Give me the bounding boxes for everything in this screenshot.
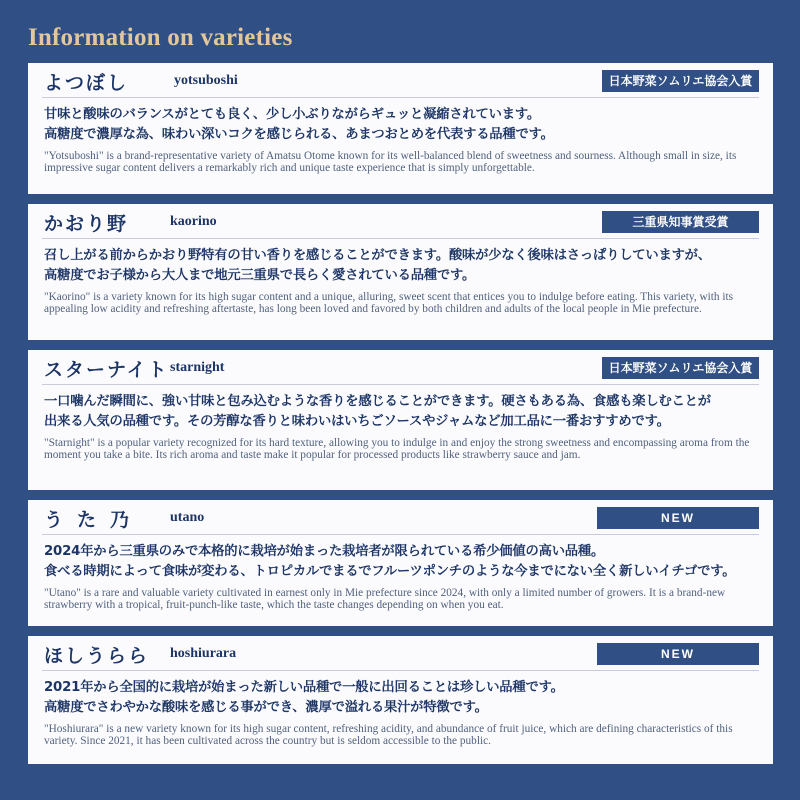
award-badge: 日本野菜ソムリエ協会入賞 — [602, 70, 759, 92]
award-badge: 日本野菜ソムリエ協会入賞 — [602, 357, 759, 379]
description-en: "Utano" is a rare and valuable variety cultivated in earnest only in Mie prefecture since 2024, with only a limited number of growers. It is a brand-new strawberry with a tropical, fruit-punch-like taste, which the taste changes depending on when you eat. — [44, 587, 726, 611]
description-en: "Yotsuboshi" is a brand-representative variety of Amatsu Otome known for its well-balanced blend of sweetness and sourness. Although small in size, its impressive sugar content delivers a remarkably rich and unique taste experience that is simply unforgettable. — [44, 150, 737, 174]
card-header — [42, 500, 759, 535]
description-ja: 2024年から三重県のみで本格的に栽培が始まった栽培者が限られている希少価値の高い品種。 食べる時期によって食味が変わる、トロピカルでまるでフルーツポンチのような今までにない全く新しいイチゴです。 — [44, 544, 736, 579]
variety-card-starnight — [28, 350, 773, 490]
card-header — [42, 63, 759, 98]
card-header — [42, 350, 759, 385]
variety-name-en: kaorino — [170, 214, 217, 229]
variety-name-en: hoshiurara — [170, 646, 237, 661]
new-badge: NEW — [597, 507, 759, 529]
description-ja: 2021年から全国的に栽培が始まった新しい品種で一般に出回ることは珍しい品種です。 高糖度でさわやかな酸味を感じる事ができ、濃厚で溢れる果汁が特徴です。 — [44, 680, 564, 715]
variety-name-en: utano — [170, 510, 205, 525]
card-header — [42, 204, 759, 239]
variety-name-ja: うた乃 — [44, 509, 144, 531]
variety-name-en: starnight — [170, 360, 225, 375]
page-title: Information on varieties — [28, 24, 293, 51]
description-en: "Hoshiurara" is a new variety known for its high sugar content, refreshing acidity, and abundance of fruit juice, which are defining characteristics of this variety. Since 2021, it has been cultivated across the country but is seldom accessible to the public. — [44, 723, 733, 747]
variety-card-yotsuboshi — [28, 63, 773, 194]
new-badge: NEW — [597, 643, 759, 665]
description-en: "Kaorino" is a variety known for its high sugar content and a unique, alluring, sweet scent that entices you to indulge before eating. This variety, with its appealing low acidity and refreshing aftertaste, has long been loved and favored by both children and adults of the local people in Mie prefecture. — [44, 291, 734, 315]
variety-card-utano — [28, 500, 773, 626]
variety-card-kaorino — [28, 204, 773, 340]
variety-card-hoshiurara — [28, 636, 773, 764]
variety-name-ja: ほしうらら — [44, 645, 150, 667]
award-badge: 三重県知事賞受賞 — [602, 211, 759, 233]
card-header — [42, 636, 759, 671]
description-ja: 甘味と酸味のバランスがとても良く、少し小ぶりながらギュッと凝縮されています。 高糖度で濃厚な為、味わい深いコクを感じられる、あまつおとめを代表する品種です。 — [44, 107, 554, 142]
variety-name-ja: よつぼし — [44, 72, 129, 94]
description-ja: 一口噛んだ瞬間に、強い甘味と包み込むような香りを感じることができます。硬さもある為、食感も楽しむことが 出来る人気の品種です。その芳醇な香りと味わいはいちごソースやジャムなど加工品に一番おすすめです。 — [44, 394, 711, 429]
variety-name-ja: スターナイト — [44, 359, 169, 381]
variety-name-en: yotsuboshi — [174, 73, 238, 88]
description-ja: 召し上がる前からかおり野特有の甘い香りを感じることができます。酸味が少なく後味はさっぱりしていますが、 高糖度でお子様から大人まで地元三重県で長らく愛されている品種です。 — [44, 248, 711, 283]
variety-name-ja: かおり野 — [44, 213, 129, 235]
description-en: "Starnight" is a popular variety recognized for its hard texture, allowing you to indulge in and enjoy the strong sweetness and encompassing aroma from the moment you take a bite. Its rich aroma and taste make it popular for processed products like strawberry sauce and jam. — [44, 437, 750, 461]
